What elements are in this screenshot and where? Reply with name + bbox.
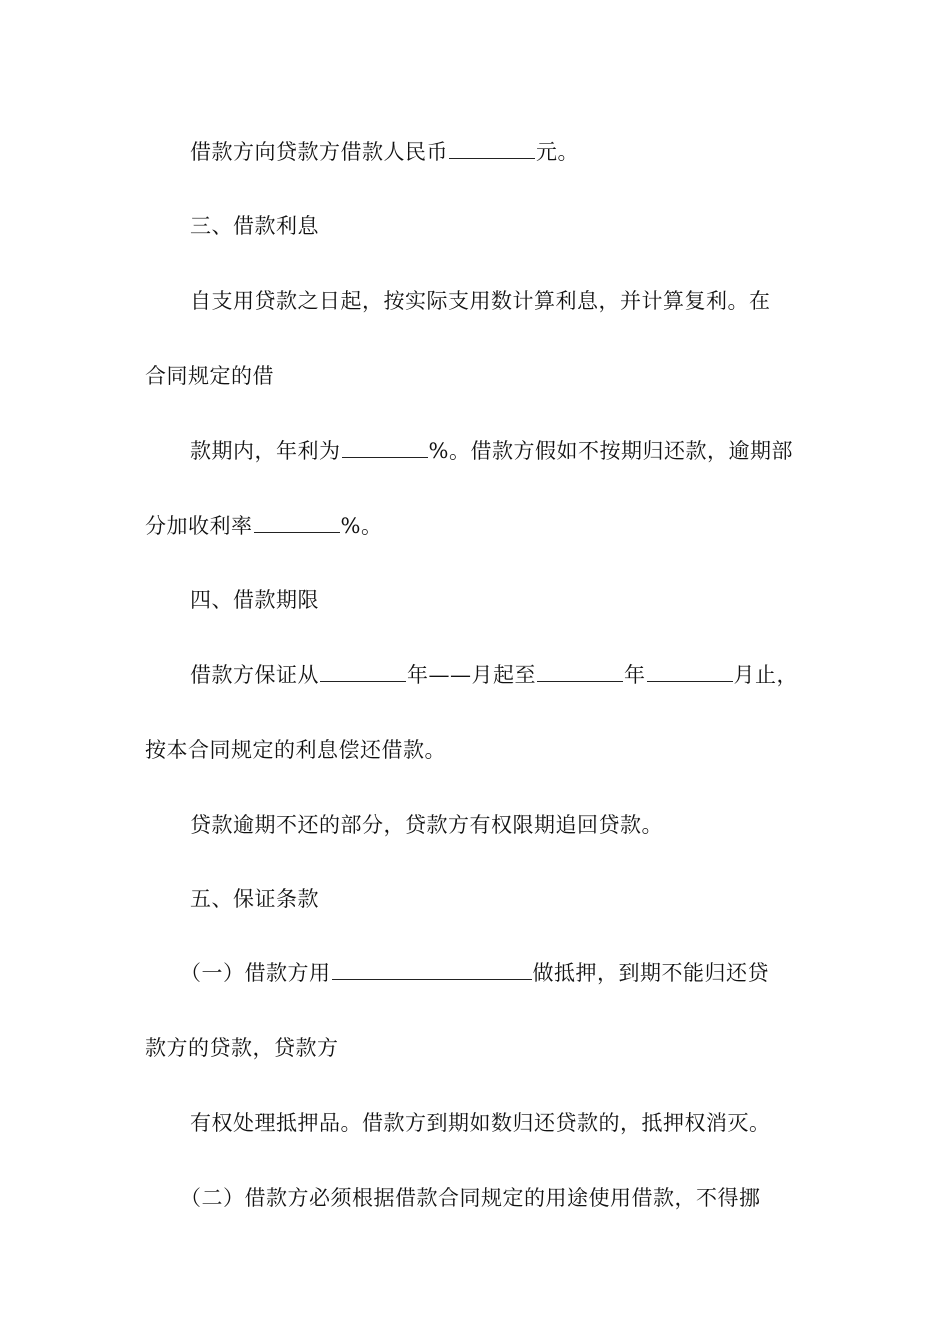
paragraph-term-repay: 按本合同规定的利息偿还借款。 [145,738,446,762]
paragraph-interest-2: 合同规定的借 [145,364,274,388]
blank-line [332,959,532,980]
text-segment: 借款方向贷款方借款人民币 [190,140,448,164]
blank-line [342,437,428,458]
section-heading-term: 四、借款期限 [190,588,319,612]
text-segment: 年 [624,663,646,687]
text-segment: 借款方保证从 [190,663,319,687]
blank-line [320,661,406,682]
blank-line [647,661,733,682]
paragraph-overdue-recovery: 贷款逾期不还的部分，贷款方有权限期追回贷款。 [190,813,663,837]
paragraph-interest-1: 自支用贷款之日起，按实际支用数计算利息，并计算复利。在 [190,289,771,313]
paragraph-term-dates [190,661,798,689]
paragraph-interest-rate [190,437,793,465]
paragraph-overdue-rate [145,512,382,540]
paragraph-collateral-2: 款方的贷款，贷款方 [145,1036,339,1060]
paragraph-collateral-1 [180,959,769,987]
paragraph-loan-amount [190,138,579,166]
blank-line [449,138,535,159]
paragraph-collateral-3: 有权处理抵押品。借款方到期如数归还贷款的，抵押权消灭。 [190,1111,771,1135]
text-segment: 元。 [536,140,579,164]
paragraph-usage: （二）借款方必须根据借款合同规定的用途使用借款，不得挪 [180,1186,761,1210]
text-segment: 款期内，年利为 [190,439,341,463]
text-segment: %。 [340,514,383,538]
text-segment: 分加收利率 [145,514,253,538]
text-segment: 月止， [733,663,798,687]
blank-line [537,661,623,682]
section-heading-guarantee: 五、保证条款 [190,887,319,911]
section-heading-interest: 三、借款利息 [190,214,319,238]
blank-line [254,512,340,533]
text-segment: （一）借款方用 [180,961,331,985]
text-segment: 做抵押，到期不能归还贷 [532,961,769,985]
text-segment: %。借款方假如不按期归还款，逾期部 [428,439,793,463]
text-segment: 年——月起至 [407,663,536,687]
